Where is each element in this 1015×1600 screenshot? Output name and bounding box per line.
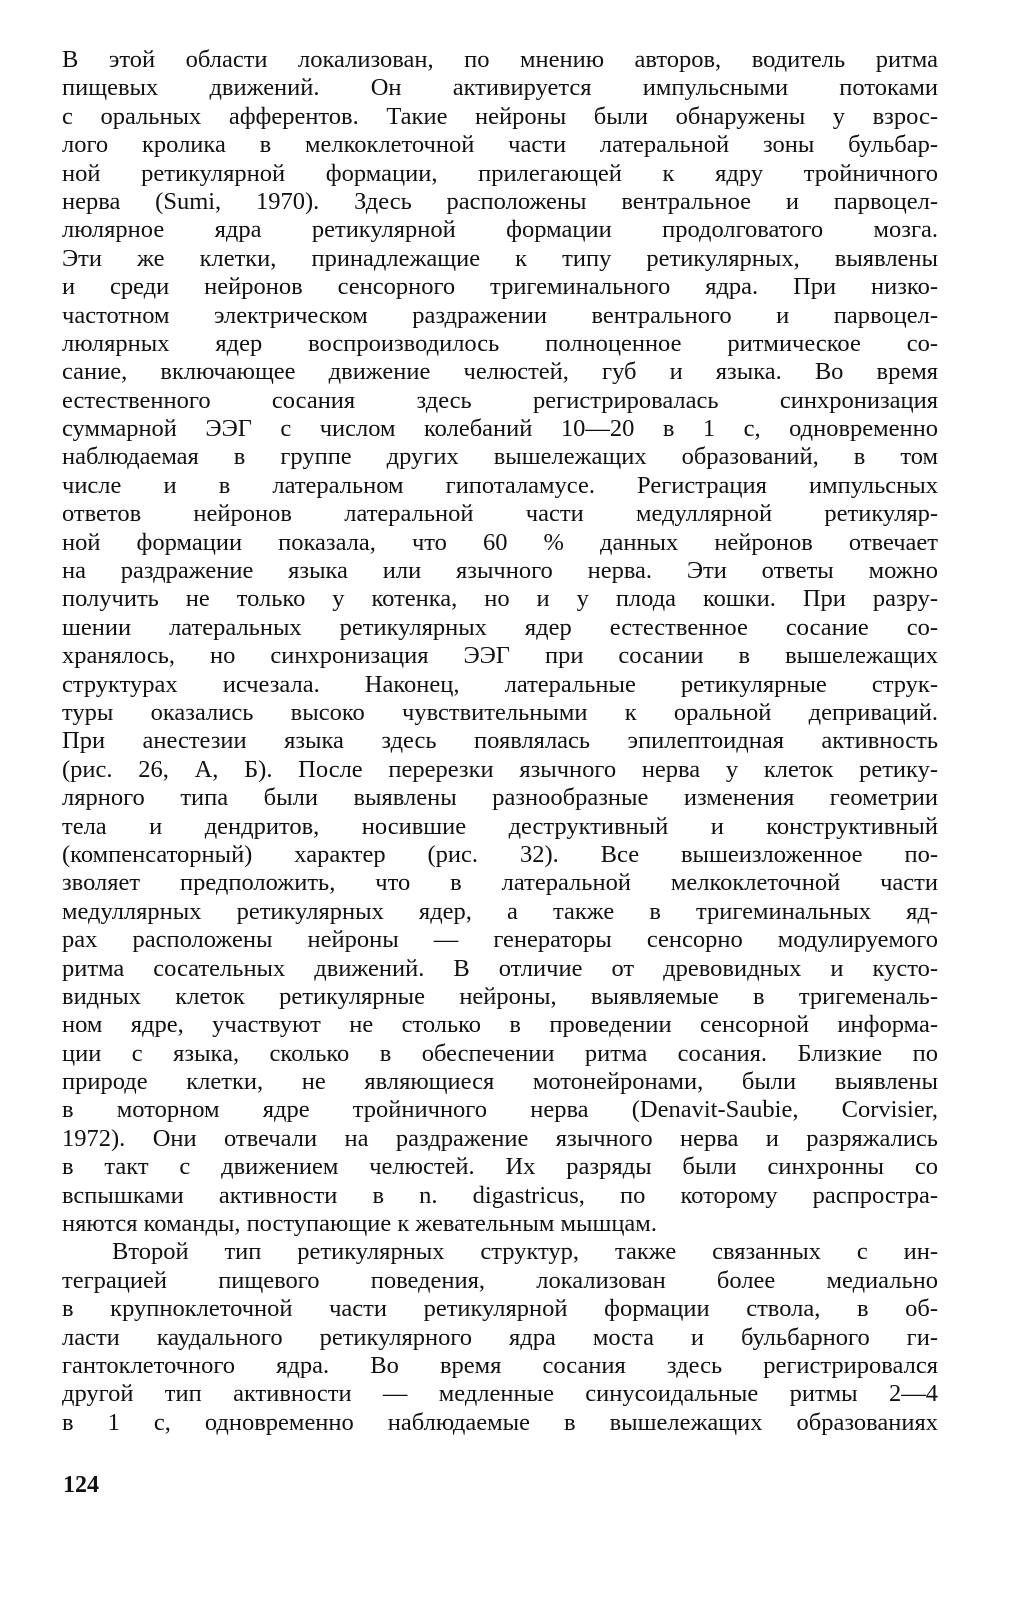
text-line: ритма сосательных движений. В отличие от древовидных и кусто- [62, 954, 938, 982]
text-line: люлярных ядер воспроизводилось полноценное ритмическое со- [62, 329, 938, 357]
text-line: ответов нейронов латеральной части медуллярной ретикуляр- [62, 500, 938, 528]
text-line: структурах исчезала. Наконец, латеральные ретикулярные струк- [62, 670, 938, 698]
text-line: в моторном ядре тройничного нерва (Denavit-Saubie, Corvisier, [62, 1096, 938, 1124]
text-line: в крупноклеточной части ретикулярной формации ствола, в об- [62, 1295, 938, 1323]
text-line: получить не только у котенка, но и у плода кошки. При разру- [62, 585, 938, 613]
text-line: гантоклеточного ядра. Во время сосания здесь регистрировался [62, 1351, 938, 1379]
text-line: суммарной ЭЭГ с числом колебаний 10—20 в 1 с, одновременно [62, 415, 938, 443]
text-line: няются команды, поступающие к жевательным мышцам. [62, 1210, 657, 1238]
text-line: В этой области локализован, по мнению авторов, водитель ритма [62, 46, 938, 73]
text-line: ном ядре, участвуют не столько в проведении сенсорной информа- [62, 1011, 938, 1039]
text-line: в 1 с, одновременно наблюдаемые в вышележащих образованиях [62, 1408, 938, 1436]
text-line: числе и в латеральном гипоталамусе. Регистрация импульсных [62, 471, 938, 499]
text-line: на раздражение языка или язычного нерва. Эти ответы можно [62, 557, 938, 585]
text-line: 1972). Они отвечали на раздражение язычного нерва и разряжались [62, 1124, 938, 1152]
text-line: в такт с движением челюстей. Их разряды были синхронны со [62, 1153, 938, 1181]
text-line: Эти же клетки, принадлежащие к типу ретикулярных, выявлены [62, 244, 938, 272]
text-line: (компенсаторный) характер (рис. 32). Все вышеизложенное по- [62, 840, 938, 868]
text-line: хранялось, но синхронизация ЭЭГ при сосании в вышележащих [62, 642, 938, 670]
text-line: сание, включающее движение челюстей, губ и языка. Во время [62, 358, 938, 386]
text-line: люлярное ядра ретикулярной формации продолговатого мозга. [62, 216, 938, 244]
text-line: лого кролика в мелкоклеточной части латеральной зоны бульбар- [62, 131, 938, 159]
text-line: вспышками активности в n. digastricus, по которому распростра- [62, 1181, 938, 1209]
text-line: нерва (Sumi, 1970). Здесь расположены вентральное и парвоцел- [62, 187, 938, 215]
text-line: ной формации показала, что 60 % данных нейронов отвечает [62, 528, 938, 556]
text-line: туры оказались высоко чувствительными к оральной деприваций. [62, 698, 938, 726]
text-line: ции с языка, сколько в обеспечении ритма сосания. Близкие по [62, 1039, 938, 1067]
text-line: рах расположены нейроны — генераторы сенсорно модулируемого [62, 926, 938, 954]
text-line: наблюдаемая в группе других вышележащих образований, в том [62, 443, 938, 471]
text-line: медуллярных ретикулярных ядер, а также в тригеминальных яд- [62, 897, 938, 925]
text-line: лярного типа были выявлены разнообразные изменения геометрии [62, 784, 938, 812]
text-line: тела и дендритов, носившие деструктивный и конструктивный [62, 812, 938, 840]
paragraph-first-line: Второй тип ретикулярных структур, также связанных с ин- [112, 1238, 938, 1266]
text-line: пищевых движений. Он активируется импульсными потоками [62, 74, 938, 102]
text-line: видных клеток ретикулярные нейроны, выявляемые в тригеменаль- [62, 982, 938, 1010]
text-line: природе клетки, не являющиеся мотонейронами, были выявлены [62, 1068, 938, 1096]
text-line: шении латеральных ретикулярных ядер естественное сосание со- [62, 613, 938, 641]
text-line: При анестезии языка здесь появлялась эпилептоидная активность [62, 727, 938, 755]
text-line: естественного сосания здесь регистрировалась синхронизация [62, 386, 938, 414]
text-line: другой тип активности — медленные синусоидальные ритмы 2—4 [62, 1380, 938, 1408]
text-line: и среди нейронов сенсорного тригеминального ядра. При низко- [62, 273, 938, 301]
text-line: частотном электрическом раздражении вентрального и парвоцел- [62, 301, 938, 329]
text-line: с оральных афферентов. Такие нейроны были обнаружены у взрос- [62, 102, 938, 130]
text-line: теграцией пищевого поведения, локализован более медиально [62, 1266, 938, 1294]
text-line: зволяет предположить, что в латеральной мелкоклеточной части [62, 869, 938, 897]
page-number: 124 [63, 1472, 99, 1498]
text-line: ласти каудального ретикулярного ядра моста и бульбарного ги- [62, 1323, 938, 1351]
text-body [62, 46, 938, 1437]
text-line: (рис. 26, А, Б). После перерезки язычного нерва у клеток ретику- [62, 755, 938, 783]
text-line: ной ретикулярной формации, прилегающей к ядру тройничного [62, 159, 938, 187]
